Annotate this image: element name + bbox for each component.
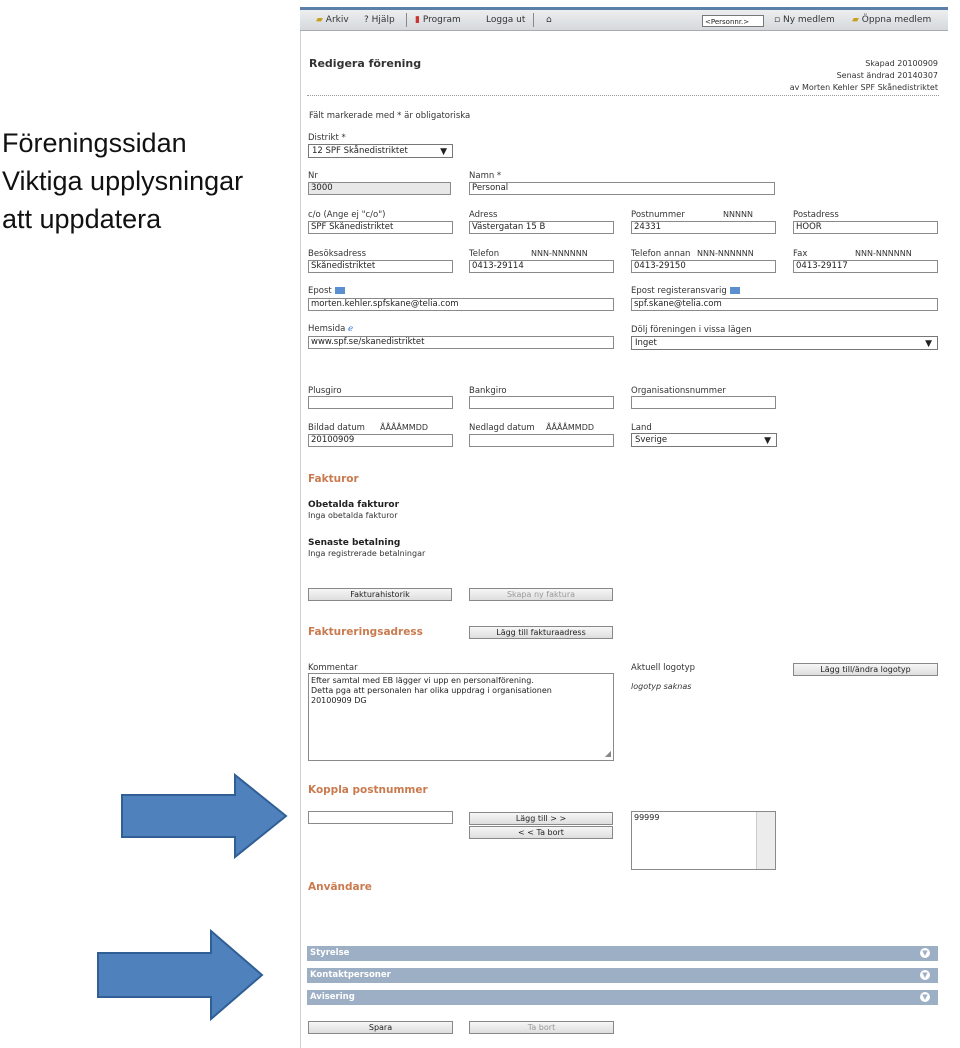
plusgiro-label: Plusgiro xyxy=(308,386,342,396)
accordion-avisering[interactable] xyxy=(307,990,938,1005)
folder-icon: ▰ xyxy=(852,15,859,25)
senaste-text: Inga registrerade betalningar xyxy=(308,549,426,558)
home-icon[interactable]: ⌂ xyxy=(546,15,552,25)
resize-handle-icon[interactable]: ◢ xyxy=(604,749,611,758)
namn-field[interactable]: Personal xyxy=(469,182,775,195)
logotyp-missing: logotyp saknas xyxy=(631,682,692,691)
plusgiro-field[interactable] xyxy=(308,396,453,409)
orgnr-field[interactable] xyxy=(631,396,776,409)
besoksadress-label: Besöksadress xyxy=(308,249,367,259)
fax-hint: NNN-NNNNNN xyxy=(855,249,912,258)
menu-program[interactable]: ▮ Program xyxy=(415,15,461,25)
expand-icon: ▼ xyxy=(920,970,930,980)
nedlagd-hint: ÅÅÅÅMMDD xyxy=(546,423,595,432)
co-field[interactable]: SPF Skånedistriktet xyxy=(308,221,453,234)
epost-reg-label: Epost registeransvarig xyxy=(631,286,740,296)
adress-label: Adress xyxy=(469,210,498,220)
dolj-select[interactable]: Inget ▼ xyxy=(631,336,938,350)
dropdown-arrow-icon: ▼ xyxy=(925,339,932,349)
nr-field: 3000 xyxy=(308,182,451,195)
bildad-label: Bildad datum xyxy=(308,423,365,433)
distrikt-select[interactable]: 12 SPF Skånedistriktet ▼ xyxy=(308,144,453,158)
faktureringsadress-heading: Faktureringsadress xyxy=(308,626,423,638)
mail-icon[interactable] xyxy=(730,287,740,294)
menu-oppna-medlem[interactable]: ▰ Öppna medlem xyxy=(852,15,932,25)
caption-line-3: att uppdatera xyxy=(2,204,162,234)
modified-date: Senast ändrad 20140307 xyxy=(836,71,938,80)
add-logo-button[interactable]: Lägg till/ändra logotyp xyxy=(793,663,938,676)
telefon-annan-field[interactable]: 0413-29150 xyxy=(631,260,776,273)
accordion-label: Avisering xyxy=(310,992,355,1002)
logotyp-label: Aktuell logotyp xyxy=(631,663,696,673)
telefon-field[interactable]: 0413-29114 xyxy=(469,260,614,273)
toolbar-divider xyxy=(533,13,534,27)
skapa-faktura-button[interactable]: Skapa ny faktura xyxy=(469,588,613,601)
epost-field[interactable]: morten.kehler.spfskane@telia.com xyxy=(308,298,614,311)
anvandare-heading: Användare xyxy=(308,881,372,893)
hemsida-label: Hemsida ℯ xyxy=(308,324,354,334)
toolbar xyxy=(300,7,948,31)
adress-field[interactable]: Västergatan 15 B xyxy=(469,221,614,234)
telefon-label: Telefon xyxy=(469,249,500,259)
bankgiro-label: Bankgiro xyxy=(469,386,507,396)
telefon-annan-hint: NNN-NNNNNN xyxy=(697,249,754,258)
divider xyxy=(307,95,939,96)
telefon-hint: NNN-NNNNNN xyxy=(531,249,588,258)
bankgiro-field[interactable] xyxy=(469,396,614,409)
dropdown-arrow-icon: ▼ xyxy=(764,436,771,446)
caption-line-2: Viktiga upplysningar xyxy=(2,166,244,196)
fakturahistorik-button[interactable]: Fakturahistorik xyxy=(308,588,452,601)
created-date: Skapad 20100909 xyxy=(865,59,938,68)
nedlagd-label: Nedlagd datum xyxy=(469,423,535,433)
senaste-title: Senaste betalning xyxy=(308,538,401,548)
menu-arkiv[interactable]: ▰ Arkiv xyxy=(316,15,349,25)
namn-label: Namn * xyxy=(469,171,502,181)
postnummer-hint: NNNNN xyxy=(723,210,753,219)
menu-hjalp[interactable]: ? Hjälp xyxy=(364,15,395,25)
program-icon: ▮ xyxy=(415,15,420,25)
koppla-postnummer-heading: Koppla postnummer xyxy=(308,784,428,796)
kommentar-label: Kommentar xyxy=(308,663,358,673)
kommentar-text: Efter samtal med EB lägger vi upp en personalförening. Detta pga att personalen har olika uppdrag i organisationen 20100909 DG xyxy=(311,676,552,705)
nr-label: Nr xyxy=(308,171,318,181)
hemsida-field[interactable]: www.spf.se/skanedistriktet xyxy=(308,336,614,349)
besoksadress-field[interactable]: Skånedistriktet xyxy=(308,260,453,273)
expand-icon: ▼ xyxy=(920,992,930,1002)
mail-icon[interactable] xyxy=(335,287,345,294)
land-label: Land xyxy=(631,423,652,433)
delete-button[interactable]: Ta bort xyxy=(469,1021,614,1034)
folder-icon: ▰ xyxy=(316,15,323,25)
help-icon: ? xyxy=(364,15,369,25)
modified-by: av Morten Kehler SPF Skånedistriktet xyxy=(789,83,938,92)
expand-icon: ▼ xyxy=(920,948,930,958)
dolj-label: Dölj föreningen i vissa lägen xyxy=(631,325,752,335)
obetalda-text: Inga obetalda fakturor xyxy=(308,511,398,520)
fax-field[interactable]: 0413-29117 xyxy=(793,260,938,273)
save-button[interactable]: Spara xyxy=(308,1021,453,1034)
fax-label: Fax xyxy=(793,249,808,259)
accordion-styrelse[interactable] xyxy=(307,946,938,961)
person-number-select[interactable]: <Personnr.> xyxy=(702,15,764,27)
page-title: Redigera förening xyxy=(309,57,422,70)
land-select[interactable]: Sverige ▼ xyxy=(631,433,777,447)
postnummer-list[interactable] xyxy=(631,811,776,870)
slide-caption xyxy=(2,124,243,238)
add-postnummer-button[interactable]: Lägg till > > xyxy=(469,812,613,825)
distrikt-label: Distrikt * xyxy=(308,133,346,143)
postadress-label: Postadress xyxy=(793,210,839,220)
new-member-icon: ▫ xyxy=(774,15,781,25)
accordion-label: Styrelse xyxy=(310,948,350,958)
postadress-field[interactable]: HÖÖR xyxy=(793,221,938,234)
co-label: c/o (Ange ej "c/o") xyxy=(308,210,386,220)
epost-reg-field[interactable]: spf.skane@telia.com xyxy=(631,298,938,311)
bildad-field[interactable]: 20100909 xyxy=(308,434,453,447)
kommentar-textarea[interactable] xyxy=(308,673,614,761)
postnummer-field[interactable]: 24331 xyxy=(631,221,776,234)
app-window xyxy=(300,7,949,1048)
toolbar-divider xyxy=(406,13,407,27)
menu-logga-ut[interactable]: Logga ut xyxy=(486,15,526,25)
epost-label: Epost xyxy=(308,286,345,296)
list-item[interactable]: 99999 xyxy=(634,813,660,822)
bildad-hint: ÅÅÅÅMMDD xyxy=(380,423,429,432)
dropdown-arrow-icon: ▼ xyxy=(440,147,447,157)
scrollbar[interactable] xyxy=(756,812,775,869)
menu-ny-medlem[interactable]: ▫ Ny medlem xyxy=(774,15,835,25)
remove-postnummer-button[interactable]: < < Ta bort xyxy=(469,826,613,839)
postnummer-label: Postnummer xyxy=(631,210,685,220)
orgnr-label: Organisationsnummer xyxy=(631,386,726,396)
postnummer-input[interactable] xyxy=(308,811,453,824)
fakturor-heading: Fakturor xyxy=(308,473,359,485)
nedlagd-field[interactable] xyxy=(469,434,614,447)
arrow-right-icon xyxy=(120,773,290,859)
arrow-right-icon xyxy=(96,929,266,1021)
add-invoice-address-button[interactable]: Lägg till fakturaadress xyxy=(469,626,613,639)
accordion-kontaktpersoner[interactable] xyxy=(307,968,938,983)
mandatory-note: Fält markerade med * är obligatoriska xyxy=(309,111,471,121)
obetalda-title: Obetalda fakturor xyxy=(308,500,400,510)
browser-icon[interactable]: ℯ xyxy=(348,324,354,334)
accordion-label: Kontaktpersoner xyxy=(310,970,391,980)
caption-line-1: Föreningssidan xyxy=(2,128,187,158)
telefon-annan-label: Telefon annan xyxy=(631,249,691,259)
